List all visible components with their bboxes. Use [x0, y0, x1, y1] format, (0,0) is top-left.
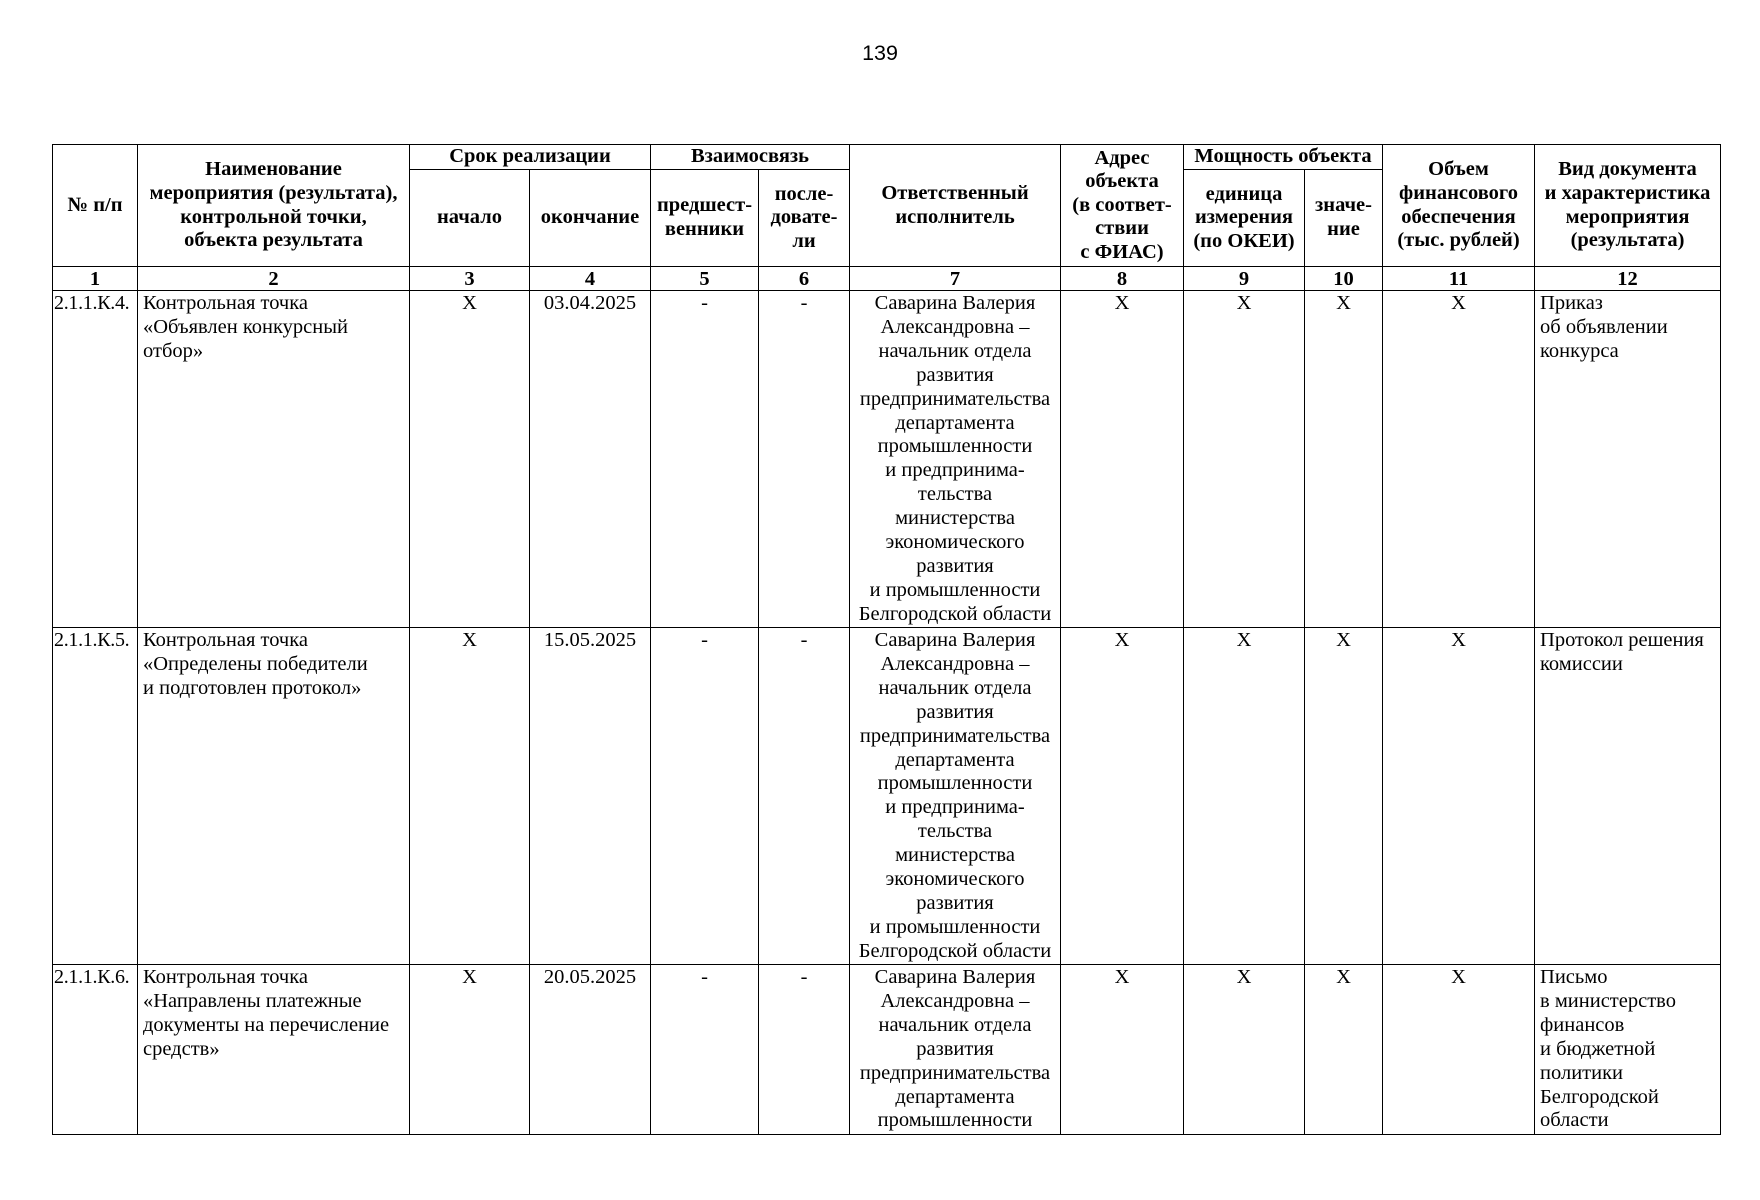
predecessors: -: [651, 965, 759, 1135]
header-col-document: Вид документа и характеристика мероприятия (результата): [1535, 145, 1721, 267]
column-number: 12: [1535, 267, 1721, 291]
column-number: 4: [530, 267, 651, 291]
responsible-executor: Саварина Валерия Александровна – начальник отдела развития предпринимательства департамента промышленности и предпринима- тельства министерства экономического развития и промышленности Белгородской области: [850, 291, 1061, 628]
financing-volume: X: [1383, 628, 1535, 965]
column-numbers-row: [53, 267, 1721, 291]
header-col-responsible: Ответственный исполнитель: [850, 145, 1061, 267]
header-group-capacity: Мощность объекта: [1184, 145, 1383, 170]
table-row: [53, 965, 1721, 1135]
object-address: X: [1061, 291, 1184, 628]
column-number: 7: [850, 267, 1061, 291]
header-col-end: окончание: [530, 170, 651, 267]
event-name: Контрольная точка «Определены победители и подготовлен протокол»: [138, 628, 410, 965]
successors: -: [759, 965, 850, 1135]
capacity-unit: X: [1184, 628, 1305, 965]
page-number: 139: [862, 41, 898, 65]
header-col-name: Наименование мероприятия (результата), контрольной точки, объекта результата: [138, 145, 410, 267]
document-type: Письмо в министерство финансов и бюджетной политики Белгородской области: [1535, 965, 1721, 1135]
column-number: 3: [410, 267, 530, 291]
header-col-number: № п/п: [53, 145, 138, 267]
column-number: 10: [1305, 267, 1383, 291]
table-row: [53, 628, 1721, 965]
header-col-unit: единица измерения (по ОКЕИ): [1184, 170, 1305, 267]
header-group-term: Срок реализации: [410, 145, 651, 170]
row-number: 2.1.1.К.6.: [53, 965, 138, 1135]
object-address: X: [1061, 628, 1184, 965]
header-col-value: значе- ние: [1305, 170, 1383, 267]
header-col-address: Адрес объекта (в соответ- ствии с ФИАС): [1061, 145, 1184, 267]
column-number: 5: [651, 267, 759, 291]
column-number: 6: [759, 267, 850, 291]
end-date: 20.05.2025: [530, 965, 651, 1135]
header-col-predecessors: предшест- венники: [651, 170, 759, 267]
end-date: 15.05.2025: [530, 628, 651, 965]
capacity-unit: X: [1184, 291, 1305, 628]
predecessors: -: [651, 628, 759, 965]
event-name: Контрольная точка «Объявлен конкурсный отбор»: [138, 291, 410, 628]
table-header: [53, 145, 1721, 291]
successors: -: [759, 291, 850, 628]
column-number: 1: [53, 267, 138, 291]
financing-volume: X: [1383, 291, 1535, 628]
header-row-top: [53, 145, 1721, 170]
start-date: X: [410, 965, 530, 1135]
row-number: 2.1.1.К.5.: [53, 628, 138, 965]
document-type: Приказ об объявлении конкурса: [1535, 291, 1721, 628]
responsible-executor: Саварина Валерия Александровна – начальник отдела развития предпринимательства департамента промышленности: [850, 965, 1061, 1135]
column-number: 8: [1061, 267, 1184, 291]
predecessors: -: [651, 291, 759, 628]
end-date: 03.04.2025: [530, 291, 651, 628]
header-col-start: начало: [410, 170, 530, 267]
column-number: 11: [1383, 267, 1535, 291]
header-col-successors: после- довате- ли: [759, 170, 850, 267]
capacity-value: X: [1305, 628, 1383, 965]
header-col-financing: Объем финансового обеспечения (тыс. рублей): [1383, 145, 1535, 267]
table-body: [53, 291, 1721, 1135]
successors: -: [759, 628, 850, 965]
column-number: 2: [138, 267, 410, 291]
row-number: 2.1.1.К.4.: [53, 291, 138, 628]
responsible-executor: Саварина Валерия Александровна – начальник отдела развития предпринимательства департамента промышленности и предпринима- тельства министерства экономического развития и промышленности Белгородской области: [850, 628, 1061, 965]
capacity-value: X: [1305, 291, 1383, 628]
start-date: X: [410, 291, 530, 628]
column-number: 9: [1184, 267, 1305, 291]
header-group-link: Взаимосвязь: [651, 145, 850, 170]
event-name: Контрольная точка «Направлены платежные документы на перечисление средств»: [138, 965, 410, 1135]
capacity-unit: X: [1184, 965, 1305, 1135]
capacity-value: X: [1305, 965, 1383, 1135]
plan-table: [52, 144, 1721, 1135]
document-type: Протокол решения комиссии: [1535, 628, 1721, 965]
financing-volume: X: [1383, 965, 1535, 1135]
object-address: X: [1061, 965, 1184, 1135]
table-row: [53, 291, 1721, 628]
start-date: X: [410, 628, 530, 965]
